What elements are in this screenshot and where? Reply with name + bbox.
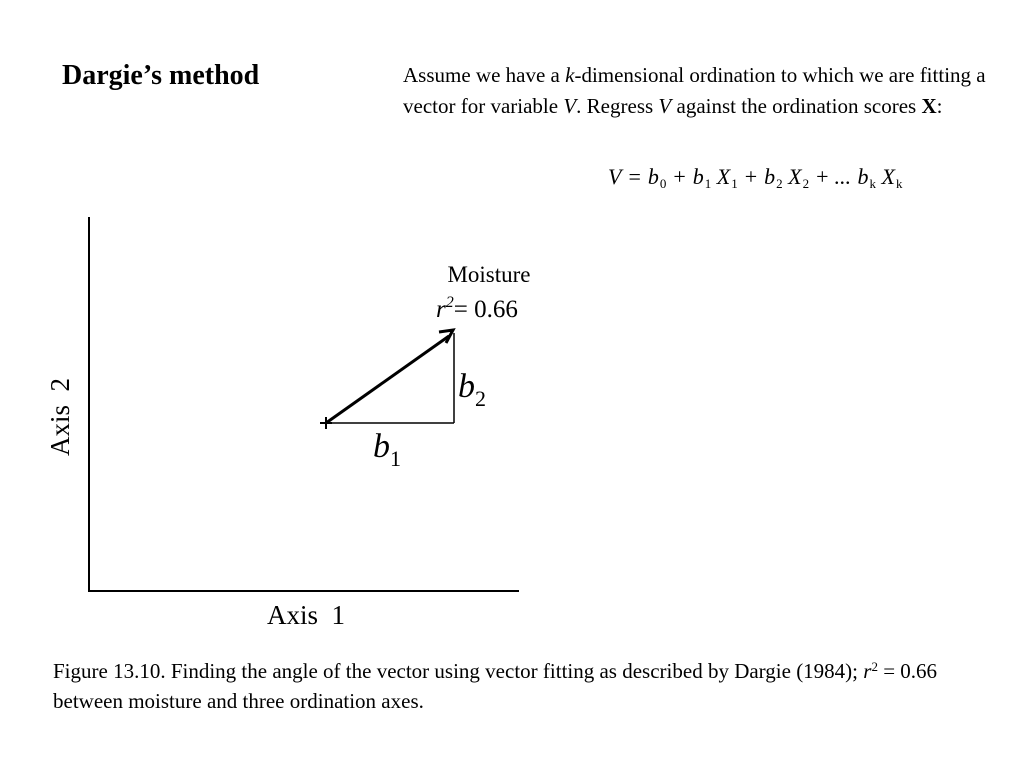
vector-label: Moisture	[447, 262, 531, 287]
x-axis-label: Axis 1	[266, 600, 346, 630]
slide-title: Dargie’s method	[62, 60, 260, 91]
b2-label: b2	[458, 368, 486, 411]
regression-equation: $V = b_0 + b_1$ $X_1 + b_2$ $X_2$ + ... $b_k$ $X_k$	[608, 164, 903, 191]
moisture-vector	[326, 336, 449, 423]
y-axis-label: Axis 2	[45, 377, 75, 457]
r-squared-label: $r^2= 0.66$	[436, 294, 518, 323]
intro-paragraph: Assume we have a k-dimensional ordination to which we are fitting a vector for variable V. Regress V against the ordination scores X:	[403, 63, 986, 118]
figure-caption: Figure 13.10. Finding the angle of the vector using vector fitting as described by Dargie (1984); $r^2 = 0.66$ between moisture and three ordination axes.	[53, 659, 938, 713]
vector-fitting-diagram	[0, 200, 620, 640]
b1-label: b1	[373, 428, 401, 471]
